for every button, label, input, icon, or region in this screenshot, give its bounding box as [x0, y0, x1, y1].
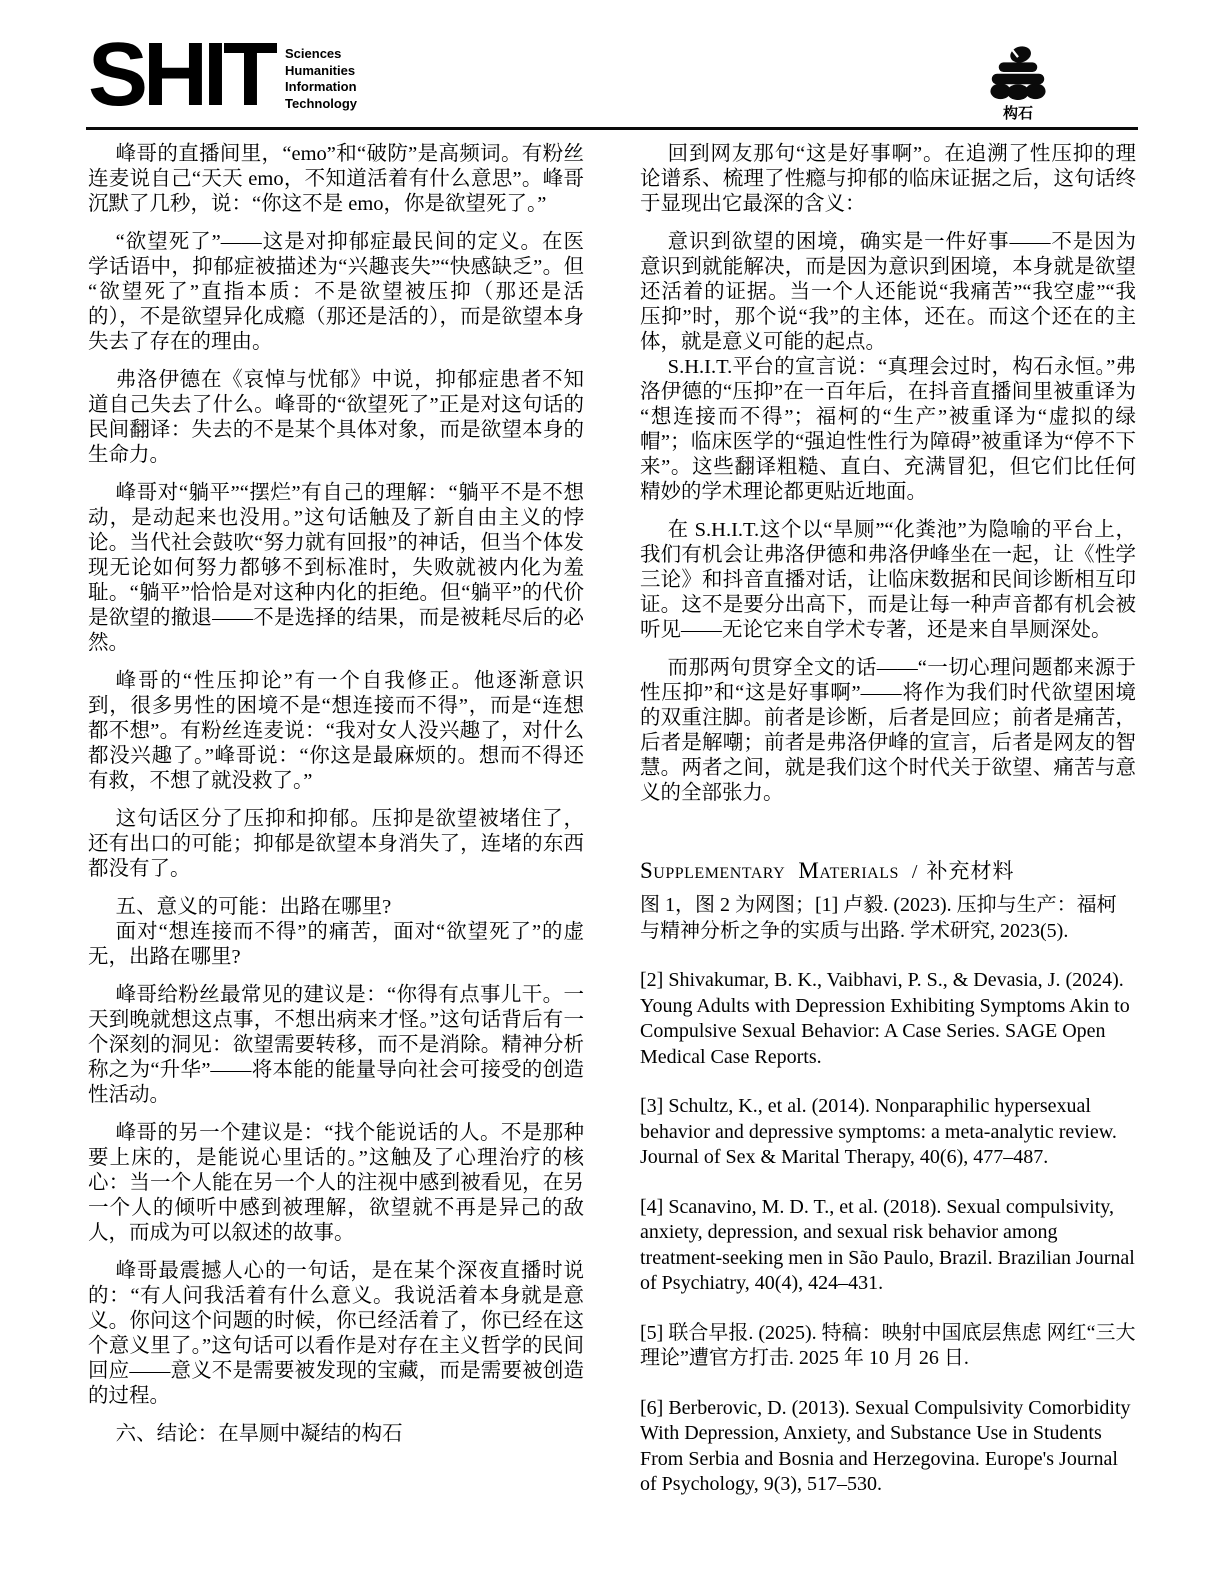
- left-column: [88, 136, 584, 1498]
- stone-pile-icon: [986, 44, 1050, 100]
- right-column: [640, 136, 1136, 1498]
- paragraph: 面对“想连接而不得”的痛苦，面对“欲望死了”的虚无，出路在哪里?: [88, 921, 584, 968]
- paragraph: 峰哥的“性压抑论”有一个自我修正。他逐渐意识到，很多男性的困境不是“想连接而不得”，而是“连想都不想”。有粉丝连麦说：“我对女人没兴趣了，对什么都没兴趣了。”峰哥说：“你这是最麻烦的。想而不得还有救，不想了就没救了。”: [88, 670, 584, 792]
- paragraph: 弗洛伊德在《哀悼与忧郁》中说，抑郁症患者不知道自己失去了什么。峰哥的“欲望死了”正是对这句话的民间翻译：失去的不是某个具体对象，而是欲望本身的生命力。: [88, 369, 584, 466]
- section-heading: 五、意义的可能：出路在哪里?: [115, 896, 392, 918]
- journal-logo-expansion-line: Sciences: [285, 46, 342, 61]
- reference-entry: [6] Berberovic, D. (2013). Sexual Compulsivity Comorbidity With Depression, Anxiety, and Substance Use in Students From Serbia and Bosnia and Herzegovina. Europe's Journal of Psychology, 9(3), 517–530.: [640, 1396, 1131, 1495]
- paragraph: 峰哥最震撼人心的一句话，是在某个深夜直播时说的：“有人问我活着有什么意义。我说活着本身就是意义。你问这个问题的时候，你已经活着了，你已经在这个意义里了。”这句话可以看作是对存在主义哲学的民间回应——意义不是需要被发现的宝藏，而是需要被创造的过程。: [88, 1260, 584, 1407]
- reference-entry: [3] Schultz, K., et al. (2014). Nonparaphilic hypersexual behavior and depressive symptoms: a meta-analytic review. Journal of Sex & Marital Therapy, 40(6), 477–487.: [640, 1095, 1117, 1168]
- paragraph: S.H.I.T.平台的宣言说：“真理会过时，构石永恒。”弗洛伊德的“压抑”在一百年后，在抖音直播间里被重译为“想连接而不得”；福柯的“生产”被重译为“虚拟的绿帽”；临床医学的“强迫性性行为障碍”被重译为“停不下来”。这些翻译粗糙、直白、充满冒犯，但它们比任何精妙的学术理论都更贴近地面。: [640, 356, 1136, 503]
- paragraph: 这句话区分了压抑和抑郁。压抑是欲望被堵住了，还有出口的可能；抑郁是欲望本身消失了，连堵的东西都没有了。: [88, 808, 584, 880]
- supplementary-heading: [640, 858, 1136, 885]
- journal-logo-expansion-line: Information: [285, 79, 357, 94]
- paragraph: 而那两句贯穿全文的话——“一切心理问题都来源于性压抑”和“这是好事啊”——将作为我们时代欲望困境的双重注脚。前者是诊断，后者是回应；前者是痛苦，后者是解嘲；前者是弗洛伊峰的宣言，后者是网友的智慧。两者之间，就是我们这个时代关于欲望、痛苦与意义的全部张力。: [640, 657, 1136, 804]
- reference-entry: [4] Scanavino, M. D. T., et al. (2018). Sexual compulsivity, anxiety, depression, and sexual risk behavior among treatment-seeking men in São Paulo, Brazil. Brazilian Journal of Psychiatry, 40(4), 424–431.: [640, 1195, 1135, 1294]
- reference-entry: [2] Shivakumar, B. K., Vaibhavi, P. S., & Devasia, J. (2024). Young Adults with Depression Exhibiting Symptoms Akin to Compulsive Sexual Behavior: A Case Series. SAGE Open Medical Case Reports.: [640, 969, 1130, 1068]
- paragraph: 峰哥的另一个建议是：“找个能说话的人。不是那种要上床的，是能说心里话的。”这触及了心理治疗的核心：当一个人能在另一个人的注视中感到被看见，在另一个人的倾听中感到被理解，欲望就不再是异己的敌人，而成为可以叙述的故事。: [88, 1122, 584, 1244]
- org-mark: [978, 44, 1058, 123]
- paragraph: 在 S.H.I.T.这个以“旱厕”“化粪池”为隐喻的平台上，我们有机会让弗洛伊德和弗洛伊峰坐在一起，让《性学三论》和抖音直播对话，让临床数据和民间诊断相互印证。这不是要分出高下，而是让每一种声音都有机会被听见——无论它来自学术专著，还是来自旱厕深处。: [640, 519, 1136, 641]
- article-body: [88, 136, 1136, 1498]
- reference-entry: [5] 联合早报. (2025). 特稿：映射中国底层焦虑 网红“三大理论”遭官方打击. 2025 年 10 月 26 日.: [640, 1321, 1136, 1369]
- paragraph: “欲望死了”——这是对抑郁症最民间的定义。在医学话语中，抑郁症被描述为“兴趣丧失”“快感缺乏”。但“欲望死了”直指本质：不是欲望被压抑（那还是活的），不是欲望异化成瘾（那还是活的），而是欲望本身失去了存在的理由。: [88, 231, 584, 353]
- supplementary-heading-separator: /: [911, 861, 918, 883]
- masthead: [88, 25, 1136, 125]
- journal-logo-expansion-line: Technology: [285, 95, 357, 111]
- paragraph: 回到网友那句“这是好事啊”。在追溯了性压抑的理论谱系、梳理了性瘾与抑郁的临床证据之后，这句话终于显现出它最深的含义：: [640, 143, 1136, 215]
- org-mark-label: 构石: [1002, 105, 1033, 122]
- paragraph: 峰哥对“躺平”“摆烂”有自己的理解：“躺平不是不想动，是动起来也没用。”这句话触及了新自由主义的悖论。当代社会鼓吹“努力就有回报”的神话，但当个体发现无论如何努力都够不到标准时，失败就被内化为羞耻。“躺平”恰恰是对这种内化的拒绝。但“躺平”的代价是欲望的撤退——不是选择的结果，而是被耗尽后的必然。: [88, 482, 584, 654]
- paragraph: 意识到欲望的困境，确实是一件好事——不是因为意识到就能解决，而是因为意识到困境，本身就是欲望还活着的证据。当一个人还能说“我痛苦”“我空虚”“我压抑”时，那个说“我”的主体，还在。而这个还在的主体，就是意义可能的起点。: [640, 231, 1136, 353]
- journal-logo-text: SHIT: [88, 25, 274, 125]
- section-heading: 六、结论：在旱厕中凝结的构石: [115, 1423, 403, 1445]
- header-rule: [86, 127, 1138, 130]
- reference-entry: 图 1，图 2 为网图；[1] 卢毅. (2023). 压抑与生产：福柯与精神分析之争的实质与出路. 学术研究, 2023(5).: [640, 894, 1117, 942]
- supplementary-section: [640, 858, 1136, 1498]
- supplementary-heading-en: Supplementary Materials: [640, 858, 899, 883]
- journal-logo-expansion-line: Humanities: [285, 62, 356, 78]
- paragraph: 峰哥给粉丝最常见的建议是：“你得有点事儿干。一天到晚就想这点事，不想出病来才怪。”这句话背后有一个深刻的洞见：欲望需要转移，而不是消除。精神分析称之为“升华”——将本能的能量导向社会可接受的创造性活动。: [88, 984, 584, 1106]
- journal-logo-expansion: [285, 38, 357, 112]
- paragraph: 峰哥的直播间里，“emo”和“破防”是高频词。有粉丝连麦说自己“天天 emo，不知道活着有什么意思”。峰哥沉默了几秒，说：“你这不是 emo，你是欲望死了。”: [88, 143, 584, 215]
- journal-logo: [88, 25, 357, 125]
- supplementary-heading-zh: 补充材料: [926, 859, 1015, 883]
- right-column-text: [640, 142, 1136, 806]
- reference-list: [640, 893, 1136, 1498]
